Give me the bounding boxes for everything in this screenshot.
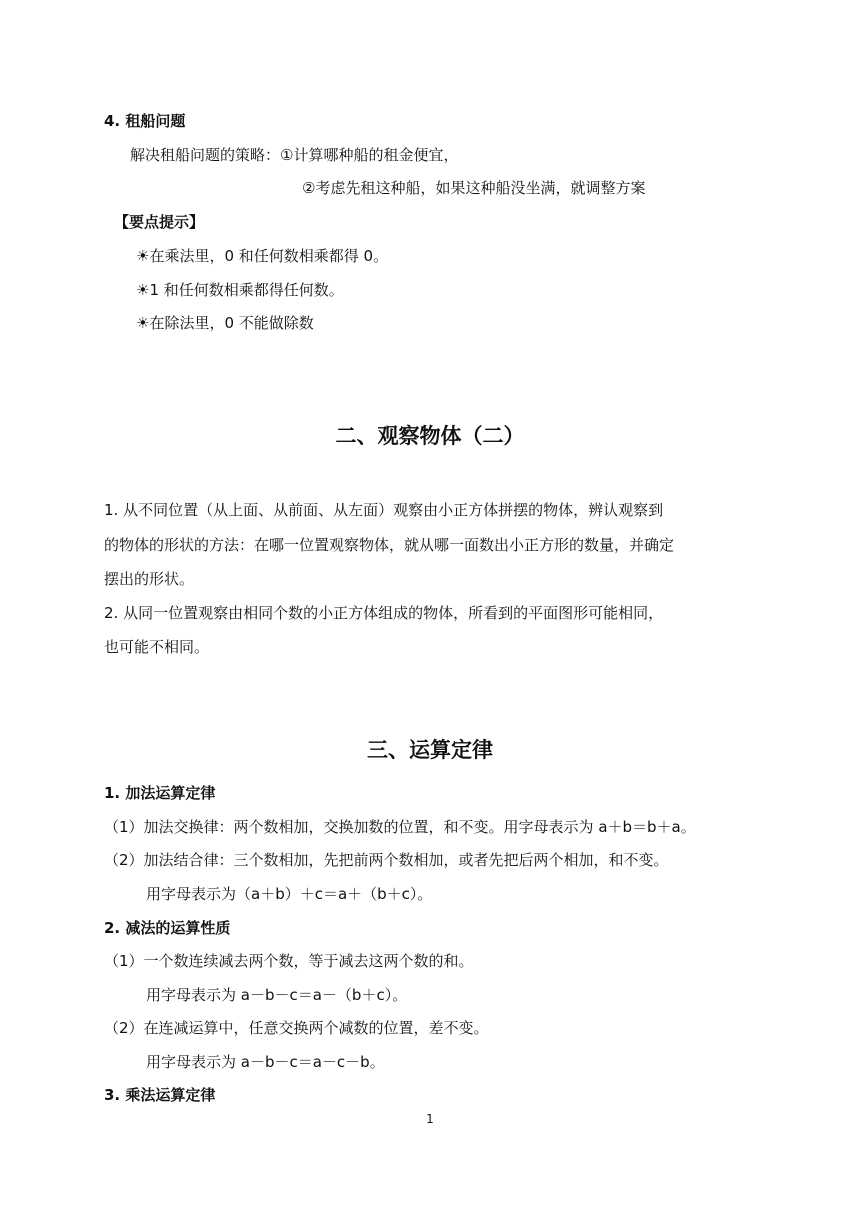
strategy-line-1: 解决租船问题的策略：①计算哪种船的租金便宜， [130,146,459,164]
formula-line: 用字母表示为（a＋b）＋c＝a＋（b＋c）。 [146,885,433,903]
tip-item: ☀1 和任何数相乘都得任何数。 [136,281,344,299]
law-line: （2）加法结合律：三个数相加，先把前两个数相加，或者先把后两个相加，和不变。 [104,851,669,869]
formula-line: 用字母表示为 a－b－c＝a－（b＋c）。 [146,986,408,1004]
law-line: （1）一个数连续减去两个数，等于减去这两个数的和。 [104,952,474,970]
tip-item: ☀在除法里，0 不能做除数 [136,314,314,332]
formula-line: 用字母表示为 a－b－c＝a－c－b。 [146,1053,385,1071]
tip-item: ☀在乘法里，0 和任何数相乘都得 0。 [136,247,389,265]
paragraph-line: 的物体的形状的方法：在哪一位置观察物体，就从哪一面数出小正方形的数量，并确定 [104,536,675,554]
section-2-heading: 二、观察物体（二） [335,424,525,448]
law-line: （2）在连减运算中，任意交换两个减数的位置，差不变。 [104,1019,489,1037]
paragraph-line: 1. 从不同位置（从上面、从前面、从左面）观察由小正方体拼摆的物体，辨认观察到 [104,501,664,519]
tips-title: 【要点提示】 [114,213,205,231]
page-number: 1 [426,1112,434,1126]
strategy-line-2: ②考虑先租这种船，如果这种船没坐满，就调整方案 [302,179,646,197]
paragraph-line: 2. 从同一位置观察由相同个数的小正方体组成的物体，所看到的平面图形可能相同， [104,604,664,622]
subsection-heading: 2. 减法的运算性质 [104,919,231,937]
paragraph-line: 也可能不相同。 [104,638,210,656]
section-3-heading: 三、运算定律 [367,738,493,762]
subsection-heading: 3. 乘法运算定律 [104,1086,216,1104]
law-line: （1）加法交换律：两个数相加，交换加数的位置，和不变。用字母表示为 a＋b＝b＋a。 [104,818,696,836]
section-4-title: 4. 租船问题 [104,112,186,130]
subsection-heading: 1. 加法运算定律 [104,784,216,802]
paragraph-line: 摆出的形状。 [104,570,195,588]
